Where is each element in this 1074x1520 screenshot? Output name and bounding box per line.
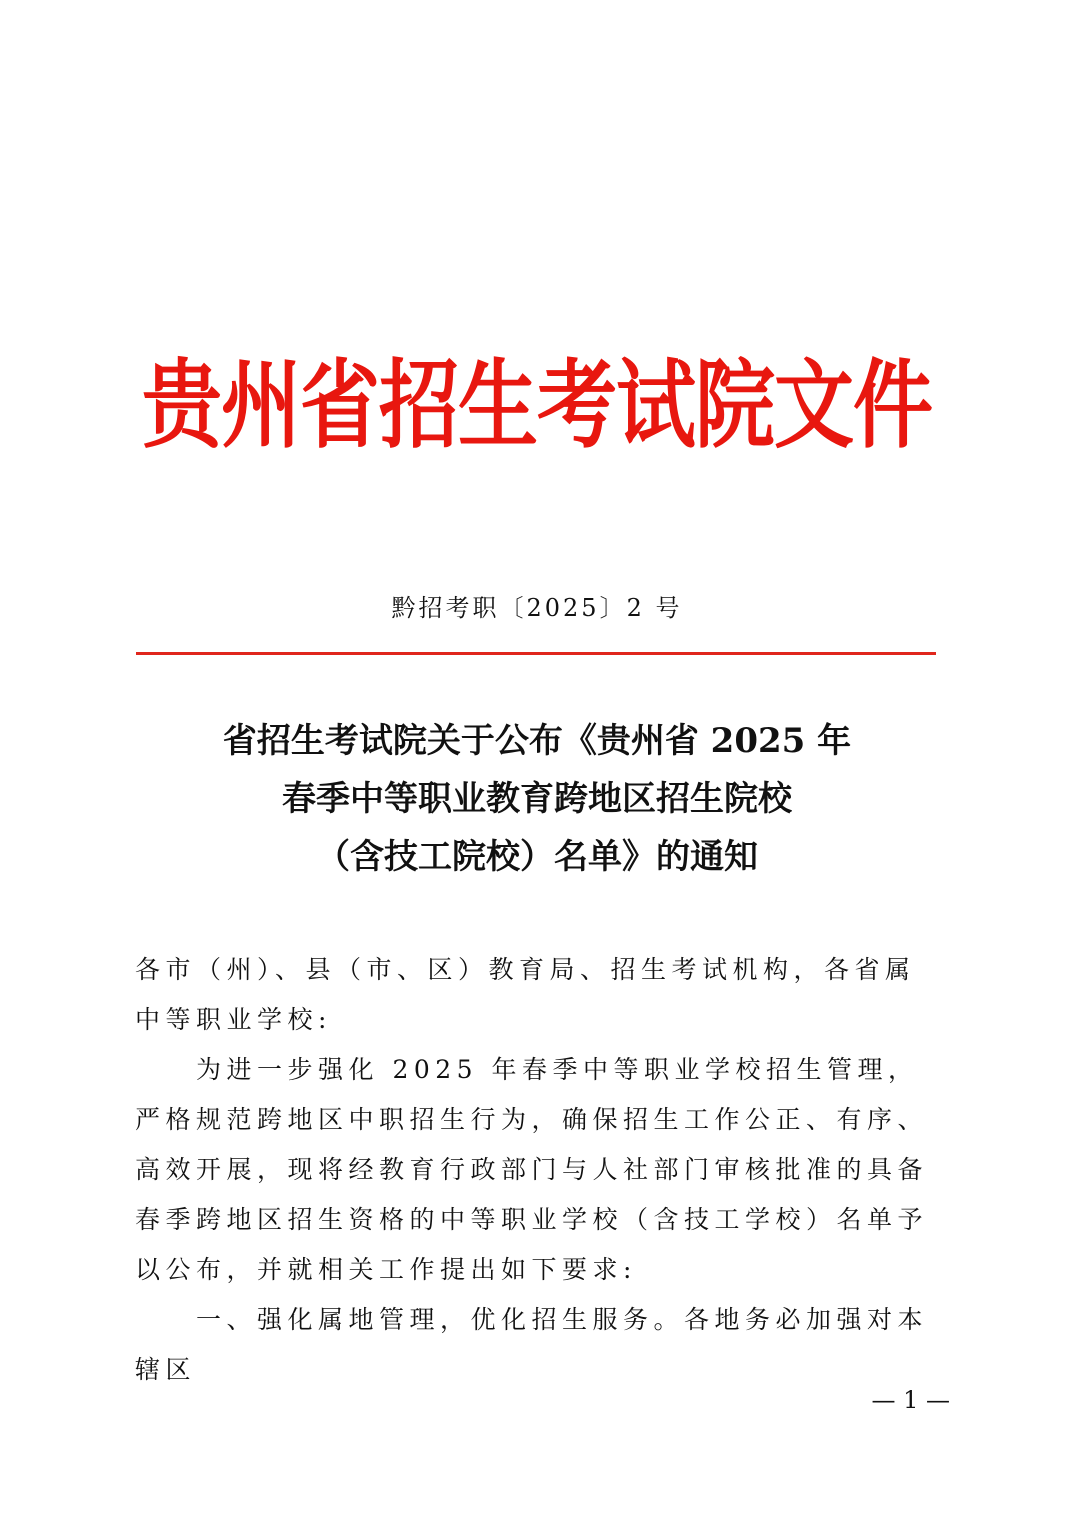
issuer-header: 贵州省招生考试院文件: [142, 348, 932, 462]
addressee: 各市（州）、县（市、区）教育局、招生考试机构，各省属中等职业学校:: [135, 955, 916, 1034]
notice-body: [135, 945, 945, 1395]
title-line: 春季中等职业教育跨地区招生院校: [282, 779, 792, 819]
body-paragraph: 为进一步强化 2025 年春季中等职业学校招生管理，严格规范跨地区中职招生行为，确保招生工作公正、有序、高效开展，现将经教育行政部门与人社部门审核批准的具备春季跨地区招生资格的中等职业学校（含技工学校）名单予以公布，并就相关工作提出如下要求:: [135, 1055, 929, 1284]
document-number: 黔招考职〔2025〕2 号: [391, 594, 683, 622]
red-separator-line: [136, 652, 936, 655]
title-line: （含技工院校）名单》的通知: [316, 837, 758, 877]
page-number: — 1 —: [871, 1386, 950, 1414]
body-paragraph: 一、强化属地管理，优化招生服务。各地务必加强对本辖区: [135, 1305, 929, 1384]
notice-title: [100, 712, 974, 886]
title-line: 省招生考试院关于公布《贵州省 2025 年: [222, 721, 852, 761]
